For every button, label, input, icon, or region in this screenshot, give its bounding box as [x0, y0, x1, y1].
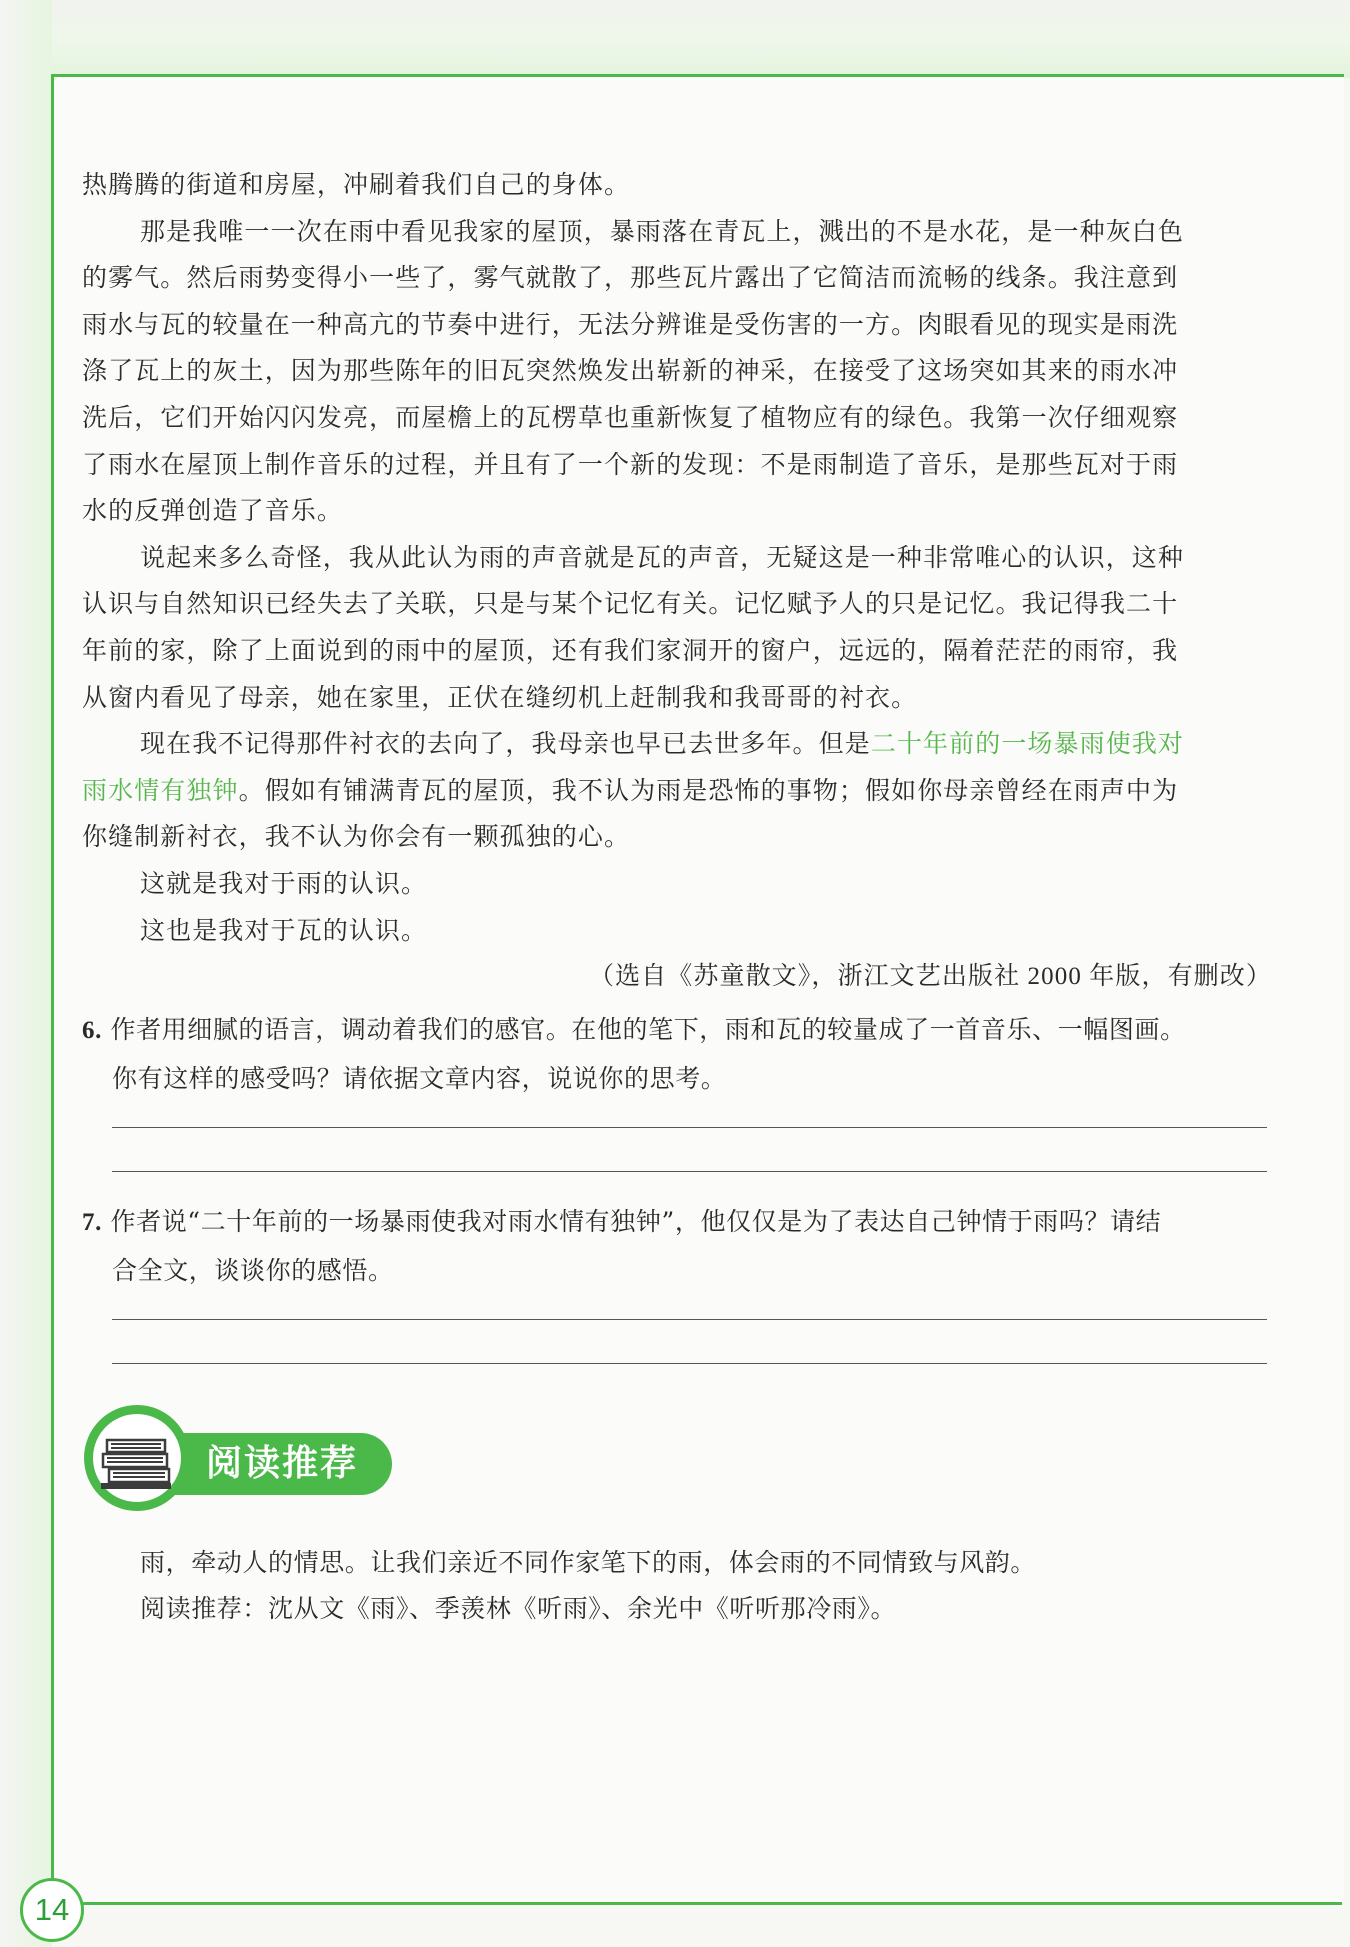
passage-text: 水的反弹创造了音乐。 — [82, 496, 344, 526]
question-number: 7. — [82, 1209, 102, 1237]
question-text: 合全文，谈谈你的感悟。 — [112, 1256, 394, 1286]
passage-text: 说起来多么奇怪，我从此认为雨的声音就是瓦的声音，无疑这是一种非常唯心的认识，这种 — [140, 542, 1185, 572]
passage-text: 涤了瓦上的灰土，因为那些陈年的旧瓦突然焕发出崭新的神采，在接受了这场突如其来的雨水冲 — [82, 356, 1179, 386]
passage-text: 雨水与瓦的较量在一种高亢的节奏中进行，无法分辨谁是受伤害的一方。肉眼看见的现实是雨洗 — [82, 309, 1179, 339]
question-line — [82, 1247, 1272, 1295]
question-line — [82, 1006, 1272, 1055]
reading-recommendation-title: 阅读推荐 — [206, 1443, 359, 1484]
question-line — [82, 1198, 1272, 1247]
reading-passage — [82, 162, 1272, 954]
left-band — [0, 0, 52, 1947]
top-band — [0, 0, 1350, 78]
recommendation-line: 雨，牵动人的情思。让我们亲近不同作家笔下的雨，体会雨的不同情致与风韵。 — [140, 1548, 1037, 1577]
passage-text: 年前的家，除了上面说到的雨中的屋顶，还有我们家洞开的窗户，远远的，隔着茫茫的雨帘，我 — [82, 635, 1179, 665]
answer-line[interactable] — [112, 1319, 1267, 1320]
page-content — [82, 162, 1272, 1384]
page-number: 14 — [20, 1878, 84, 1942]
highlighted-quote: 雨水情有独钟 — [82, 775, 239, 805]
passage-line — [82, 675, 1272, 722]
badge-circle — [84, 1405, 190, 1511]
passage-line — [82, 768, 1272, 815]
reading-recommendation-text — [140, 1540, 1036, 1632]
passage-text: 现在我不记得那件衬衣的去向了，我母亲也早已去世多年。但是 — [140, 729, 871, 759]
question-text: 作者说“二十年前的一场暴雨使我对雨水情有独钟”，他仅仅是为了表达自己钟情于雨吗？请结 — [110, 1207, 1162, 1237]
passage-line — [82, 628, 1272, 675]
passage-text: 从窗内看见了母亲，她在家里，正伏在缝纫机上赶制我和我哥哥的衬衣。 — [82, 682, 918, 712]
passage-line — [82, 488, 1272, 535]
question-text: 作者用细腻的语言，调动着我们的感官。在他的笔下，雨和瓦的较量成了一首音乐、一幅图画。 — [110, 1015, 1186, 1045]
books-icon — [93, 1414, 181, 1502]
passage-line — [82, 581, 1272, 628]
bottom-rule — [80, 1902, 1342, 1905]
reading-recommendation-badge — [84, 1405, 394, 1509]
badge-circle-inner — [93, 1414, 181, 1502]
passage-line — [82, 861, 1272, 908]
passage-line — [82, 535, 1272, 582]
answer-line[interactable] — [112, 1127, 1267, 1128]
question-text: 你有这样的感受吗？请依据文章内容，说说你的思考。 — [112, 1064, 727, 1094]
passage-text: 。假如有铺满青瓦的屋顶，我不认为雨是恐怖的事物；假如你母亲曾经在雨声中为 — [238, 775, 1179, 805]
passage-text: 那是我唯一一次在雨中看见我家的屋顶，暴雨落在青瓦上，溅出的不是水花，是一种灰白色 — [140, 216, 1185, 246]
question-number: 6. — [82, 1017, 102, 1045]
passage-text: 的雾气。然后雨势变得小一些了，雾气就散了，那些瓦片露出了它简洁而流畅的线条。我注意到 — [82, 263, 1179, 293]
passage-text: 你缝制新衬衣，我不认为你会有一颗孤独的心。 — [82, 822, 631, 852]
passage-line — [82, 395, 1272, 442]
passage-line — [82, 255, 1272, 302]
passage-text: 了雨水在屋顶上制作音乐的过程，并且有了一个新的发现：不是雨制造了音乐，是那些瓦对于雨 — [82, 449, 1179, 479]
question-line — [82, 1055, 1272, 1103]
passage-text: 这就是我对于雨的认识。 — [140, 868, 428, 898]
question-6 — [82, 1006, 1272, 1192]
passage-line — [82, 162, 1272, 209]
passage-text: 洗后，它们开始闪闪发亮，而屋檐上的瓦楞草也重新恢复了植物应有的绿色。我第一次仔细观察 — [82, 402, 1179, 432]
question-7 — [82, 1198, 1272, 1384]
passage-line — [82, 348, 1272, 395]
passage-line — [82, 302, 1272, 349]
passage-line — [82, 814, 1272, 861]
passage-line — [82, 442, 1272, 489]
passage-text: 这也是我对于瓦的认识。 — [140, 915, 428, 945]
passage-line — [82, 721, 1272, 768]
question-list — [82, 1006, 1272, 1384]
passage-text: 热腾腾的街道和房屋，冲刷着我们自己的身体。 — [82, 170, 631, 199]
passage-line — [82, 908, 1272, 955]
highlighted-quote: 二十年前的一场暴雨使我对 — [870, 729, 1185, 759]
recommendation-line: 阅读推荐：沈从文《雨》、季羡林《听雨》、余光中《听听那冷雨》。 — [140, 1594, 897, 1623]
passage-line — [82, 209, 1272, 256]
passage-source: （选自《苏童散文》，浙江文艺出版社 2000 年版，有删改） — [588, 963, 1272, 991]
passage-text: 认识与自然知识已经失去了关联，只是与某个记忆有关。记忆赋予人的只是记忆。我记得我二十 — [82, 589, 1179, 619]
